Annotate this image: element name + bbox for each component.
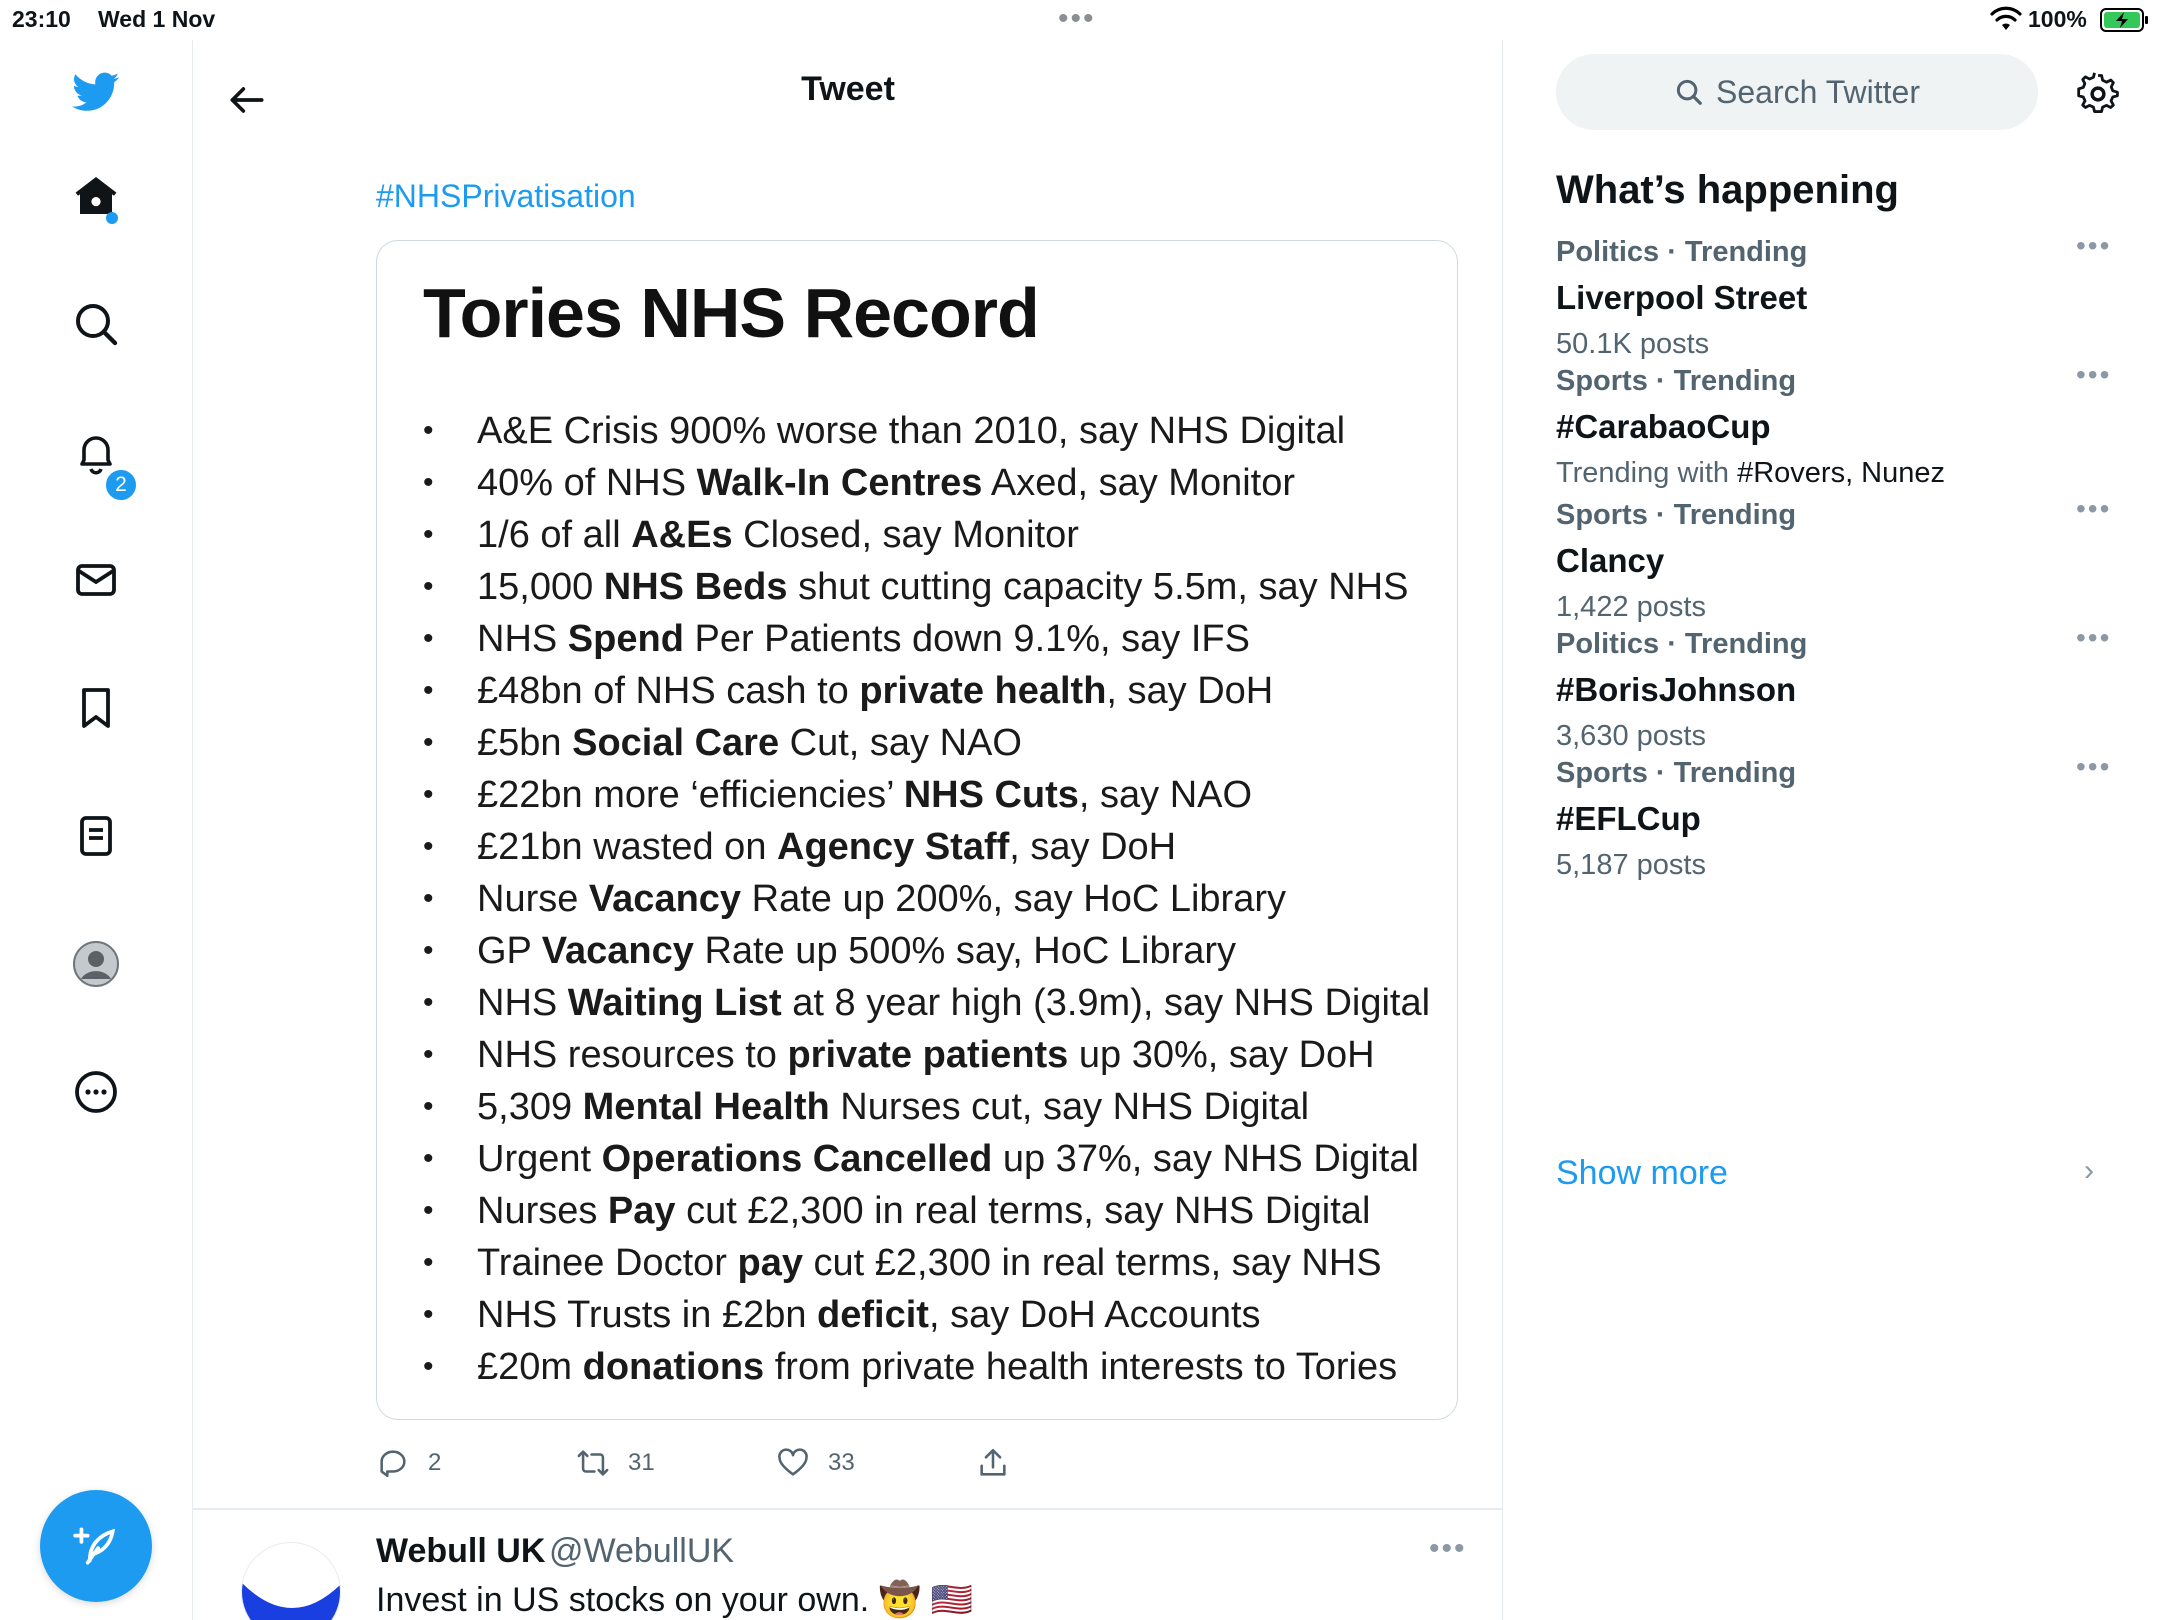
wifi-icon: [1990, 6, 2022, 32]
card-list-item: [423, 925, 1443, 977]
card-list-item: [423, 1341, 1443, 1393]
tweet-hashtag-link[interactable]: #NHSPrivatisation: [376, 178, 636, 214]
trend-category: Politics · Trending: [1556, 236, 1808, 268]
card-list-item: [423, 873, 1443, 925]
trend-subtext: [1556, 451, 2116, 495]
status-bar: [0, 0, 2160, 40]
card-item-pre: £48bn of NHS cash to: [477, 669, 860, 712]
card-item-text: [477, 774, 1252, 817]
card-list-item: [423, 1289, 1443, 1341]
card-list-item: [423, 717, 1443, 769]
card-list-item: [423, 509, 1443, 561]
card-title: Tories NHS Record: [423, 274, 1039, 352]
bullet-glyph: •: [423, 1090, 434, 1123]
left-nav: [0, 40, 193, 1620]
bullet-glyph: •: [423, 726, 434, 759]
card-item-text: [477, 1346, 1397, 1389]
card-item-text: [477, 982, 1430, 1025]
bullet-glyph: •: [423, 778, 434, 811]
bullet-glyph: •: [423, 518, 434, 551]
right-sidebar: [1504, 40, 2160, 1620]
card-list-item: [423, 1133, 1443, 1185]
card-item-post: Nurses cut, say NHS Digital: [829, 1085, 1310, 1128]
bullet-glyph: •: [423, 414, 434, 447]
card-item-bold: pay: [737, 1241, 803, 1284]
ad-author-name[interactable]: Webull UK: [376, 1532, 546, 1570]
bullet-glyph: •: [423, 674, 434, 707]
trend-more-icon[interactable]: •••: [2076, 493, 2112, 524]
card-item-text: [477, 514, 1079, 557]
card-item-text: [477, 670, 1273, 713]
search-icon: [1674, 77, 1704, 107]
card-item-pre: Trainee Doctor: [477, 1241, 738, 1284]
card-item-bold: donations: [582, 1345, 765, 1388]
card-item-bold: deficit: [817, 1293, 929, 1336]
card-item-text: [477, 410, 1345, 453]
card-item-bold: NHS Cuts: [903, 773, 1079, 816]
card-item-bold: Waiting List: [567, 981, 782, 1024]
card-item-pre: 15,000: [477, 565, 604, 608]
trend-more-icon[interactable]: •••: [2076, 359, 2112, 390]
share-icon: [976, 1446, 1010, 1480]
card-item-bold: A&Es: [631, 513, 733, 556]
bullet-glyph: •: [423, 1350, 434, 1383]
trend-related-tags[interactable]: #Rovers, Nunez: [1737, 457, 1946, 489]
retweet-count: 31: [628, 1449, 655, 1476]
card-item-bold: private health: [859, 669, 1107, 712]
card-list-item: [423, 1081, 1443, 1133]
card-item-bold: private patients: [787, 1033, 1069, 1076]
card-item-text: [477, 722, 1022, 765]
card-list-item: [423, 1029, 1443, 1081]
divider: [193, 1508, 1503, 1510]
trend-subtext-prefix: Trending with: [1556, 457, 1738, 489]
card-item-pre: 5,309: [477, 1085, 583, 1128]
bullet-glyph: •: [423, 622, 434, 655]
card-item-text: [477, 1034, 1375, 1077]
card-item-post: Cut, say NAO: [779, 721, 1022, 764]
bullet-glyph: •: [423, 1142, 434, 1175]
bullet-glyph: •: [423, 830, 434, 863]
card-item-pre: Urgent: [477, 1137, 602, 1180]
card-item-pre: £5bn: [477, 721, 573, 764]
trend-item[interactable]: [1556, 230, 2116, 366]
avatar-icon[interactable]: [68, 936, 124, 992]
ad-author-handle[interactable]: @WebullUK: [549, 1532, 735, 1570]
reply-button[interactable]: [376, 1438, 441, 1488]
bullet-glyph: •: [423, 1194, 434, 1227]
trend-more-icon[interactable]: •••: [2076, 751, 2112, 782]
card-item-pre: A&E Crisis 900% worse than 2010, say NHS Digital: [477, 409, 1346, 452]
ad-text: Invest in US stocks on your own. 🤠 🇺🇸: [376, 1581, 973, 1619]
like-button[interactable]: [776, 1438, 855, 1488]
card-item-pre: Nurses: [477, 1189, 608, 1232]
trend-name: #BorisJohnson: [1556, 671, 1797, 708]
card-item-post: Rate up 500% say, HoC Library: [693, 929, 1237, 972]
card-item-post: Per Patients down 9.1%, say IFS: [683, 617, 1250, 660]
card-item-pre: GP: [477, 929, 542, 972]
card-item-post: from private health interests to Tories: [764, 1345, 1398, 1388]
share-button[interactable]: [976, 1438, 1010, 1488]
trend-item[interactable]: [1556, 751, 2116, 887]
status-time: 23:10: [12, 6, 71, 32]
more-circle-icon[interactable]: [68, 1064, 124, 1120]
card-item-text: [477, 878, 1286, 921]
card-item-bold: Walk-In Centres: [696, 461, 983, 504]
card-item-text: [477, 462, 1295, 505]
card-item-text: [477, 1294, 1261, 1337]
card-item-post: , say DoH: [1106, 669, 1274, 712]
chevron-right-icon: ›: [2084, 1154, 2094, 1187]
retweet-button[interactable]: [576, 1438, 655, 1488]
bullet-glyph: •: [423, 882, 434, 915]
trend-subtext: 5,187 posts: [1556, 849, 1706, 881]
trend-name: Liverpool Street: [1556, 279, 1808, 316]
card-list-item: [423, 1185, 1443, 1237]
notifications-badge: 2: [104, 468, 138, 502]
card-list-item: [423, 769, 1443, 821]
trend-subtext: 1,422 posts: [1556, 591, 1706, 623]
ad-avatar[interactable]: [241, 1542, 341, 1620]
card-item-post: at 8 year high (3.9m), say NHS Digital: [781, 981, 1431, 1024]
card-item-text: [477, 826, 1176, 869]
trend-category: Politics · Trending: [1556, 628, 1808, 660]
tweet-image-card[interactable]: [376, 240, 1458, 1420]
battery-charging-icon: [2100, 8, 2150, 32]
home-unread-dot: [106, 212, 118, 224]
search-placeholder: Search Twitter: [1716, 73, 1920, 110]
card-list-item: [423, 821, 1443, 873]
settings-gear-icon[interactable]: [2070, 66, 2126, 122]
card-item-post: Rate up 200%, say HoC Library: [741, 877, 1286, 920]
bullet-glyph: •: [423, 986, 434, 1019]
trend-name: #CarabaoCup: [1556, 408, 1771, 445]
card-item-bold: Operations Cancelled: [601, 1137, 993, 1180]
bullet-glyph: •: [423, 1298, 434, 1331]
card-item-pre: NHS: [477, 981, 568, 1024]
card-item-post: cut £2,300 in real terms, say NHS: [802, 1241, 1382, 1284]
main-column: [193, 40, 1503, 1620]
compose-icon: [71, 1521, 121, 1571]
bullet-glyph: •: [423, 1246, 434, 1279]
card-item-bold: Pay: [607, 1189, 676, 1232]
card-list-item: [423, 1237, 1443, 1289]
reply-icon: [376, 1446, 410, 1480]
compose-button[interactable]: [40, 1490, 152, 1602]
card-item-pre: Nurse: [477, 877, 589, 920]
card-list-item: [423, 665, 1443, 717]
card-item-post: Axed, say Monitor: [982, 461, 1296, 504]
bullet-glyph: •: [423, 1038, 434, 1071]
card-item-text: [477, 618, 1250, 661]
page-title: Tweet: [801, 70, 895, 108]
bullet-glyph: •: [423, 570, 434, 603]
card-item-post: , say NAO: [1078, 773, 1253, 816]
card-list-item: [423, 977, 1443, 1029]
card-item-text: [477, 1190, 1370, 1233]
trend-name: #EFLCup: [1556, 800, 1701, 837]
search-icon[interactable]: [68, 296, 124, 352]
trend-category: Sports · Trending: [1556, 499, 1797, 531]
card-item-pre: NHS resources to: [477, 1033, 788, 1076]
card-item-bold: Mental Health: [582, 1085, 830, 1128]
twitter-bird-icon[interactable]: [68, 64, 124, 120]
trend-category: Sports · Trending: [1556, 757, 1797, 789]
heart-icon: [776, 1446, 810, 1480]
card-item-pre: 40% of NHS: [477, 461, 697, 504]
card-item-text: [477, 1242, 1382, 1285]
trend-category: Sports · Trending: [1556, 365, 1797, 397]
card-list-item: [423, 457, 1443, 509]
bullet-glyph: •: [423, 466, 434, 499]
card-item-pre: £21bn wasted on: [477, 825, 778, 868]
card-item-text: [477, 930, 1236, 973]
card-item-post: up 30%, say DoH: [1068, 1033, 1375, 1076]
trend-item[interactable]: [1556, 493, 2116, 629]
status-date: Wed 1 Nov: [98, 6, 216, 32]
card-item-pre: NHS: [477, 617, 568, 660]
card-item-post: Closed, say Monitor: [732, 513, 1079, 556]
ad-more-icon[interactable]: •••: [1429, 1532, 1467, 1565]
card-item-text: [477, 1086, 1309, 1129]
card-list-item: [423, 613, 1443, 665]
trend-more-icon[interactable]: •••: [2076, 622, 2112, 653]
card-item-post: cut £2,300 in real terms, say NHS Digital: [675, 1189, 1371, 1232]
card-item-post: , say DoH: [1009, 825, 1177, 868]
card-item-bold: Spend: [567, 617, 684, 660]
card-item-bold: NHS Beds: [603, 565, 788, 608]
trend-item[interactable]: [1556, 359, 2116, 495]
card-list-item: [423, 405, 1443, 457]
retweet-icon: [576, 1446, 610, 1480]
card-item-pre: £22bn more ‘efficiencies’: [477, 773, 904, 816]
card-item-bold: Social Care: [572, 721, 780, 764]
card-item-post: shut cutting capacity 5.5m, say NHS: [787, 565, 1409, 608]
trend-subtext: 3,630 posts: [1556, 720, 1706, 752]
card-item-text: [477, 566, 1408, 609]
trend-more-icon[interactable]: •••: [2076, 230, 2112, 261]
search-input[interactable]: [1556, 54, 2038, 130]
trend-item[interactable]: [1556, 622, 2116, 758]
card-bullet-list: [423, 405, 1443, 1393]
card-item-bold: Vacancy: [541, 929, 694, 972]
tweet-actions: [376, 1438, 1458, 1488]
card-item-post: , say DoH Accounts: [928, 1293, 1261, 1336]
multitask-dots-icon[interactable]: •••: [1058, 2, 1096, 35]
show-more-link[interactable]: Show more: [1556, 1154, 1728, 1192]
card-item-pre: 1/6 of all: [477, 513, 632, 556]
battery-percent: 100%: [2028, 6, 2087, 32]
lists-icon[interactable]: [68, 808, 124, 864]
card-item-pre: £20m: [477, 1345, 583, 1388]
like-count: 33: [828, 1449, 855, 1476]
trend-name: Clancy: [1556, 542, 1665, 579]
card-item-text: [477, 1138, 1419, 1181]
trend-subtext: 50.1K posts: [1556, 328, 1710, 360]
card-item-bold: Agency Staff: [777, 825, 1010, 868]
mail-icon[interactable]: [68, 552, 124, 608]
card-list-item: [423, 561, 1443, 613]
bullet-glyph: •: [423, 934, 434, 967]
section-title: What’s happening: [1556, 168, 1899, 212]
card-item-bold: Vacancy: [588, 877, 742, 920]
bookmark-icon[interactable]: [68, 680, 124, 736]
card-item-pre: NHS Trusts in £2bn: [477, 1293, 818, 1336]
reply-count: 2: [428, 1449, 442, 1476]
card-item-post: up 37%, say NHS Digital: [992, 1137, 1419, 1180]
